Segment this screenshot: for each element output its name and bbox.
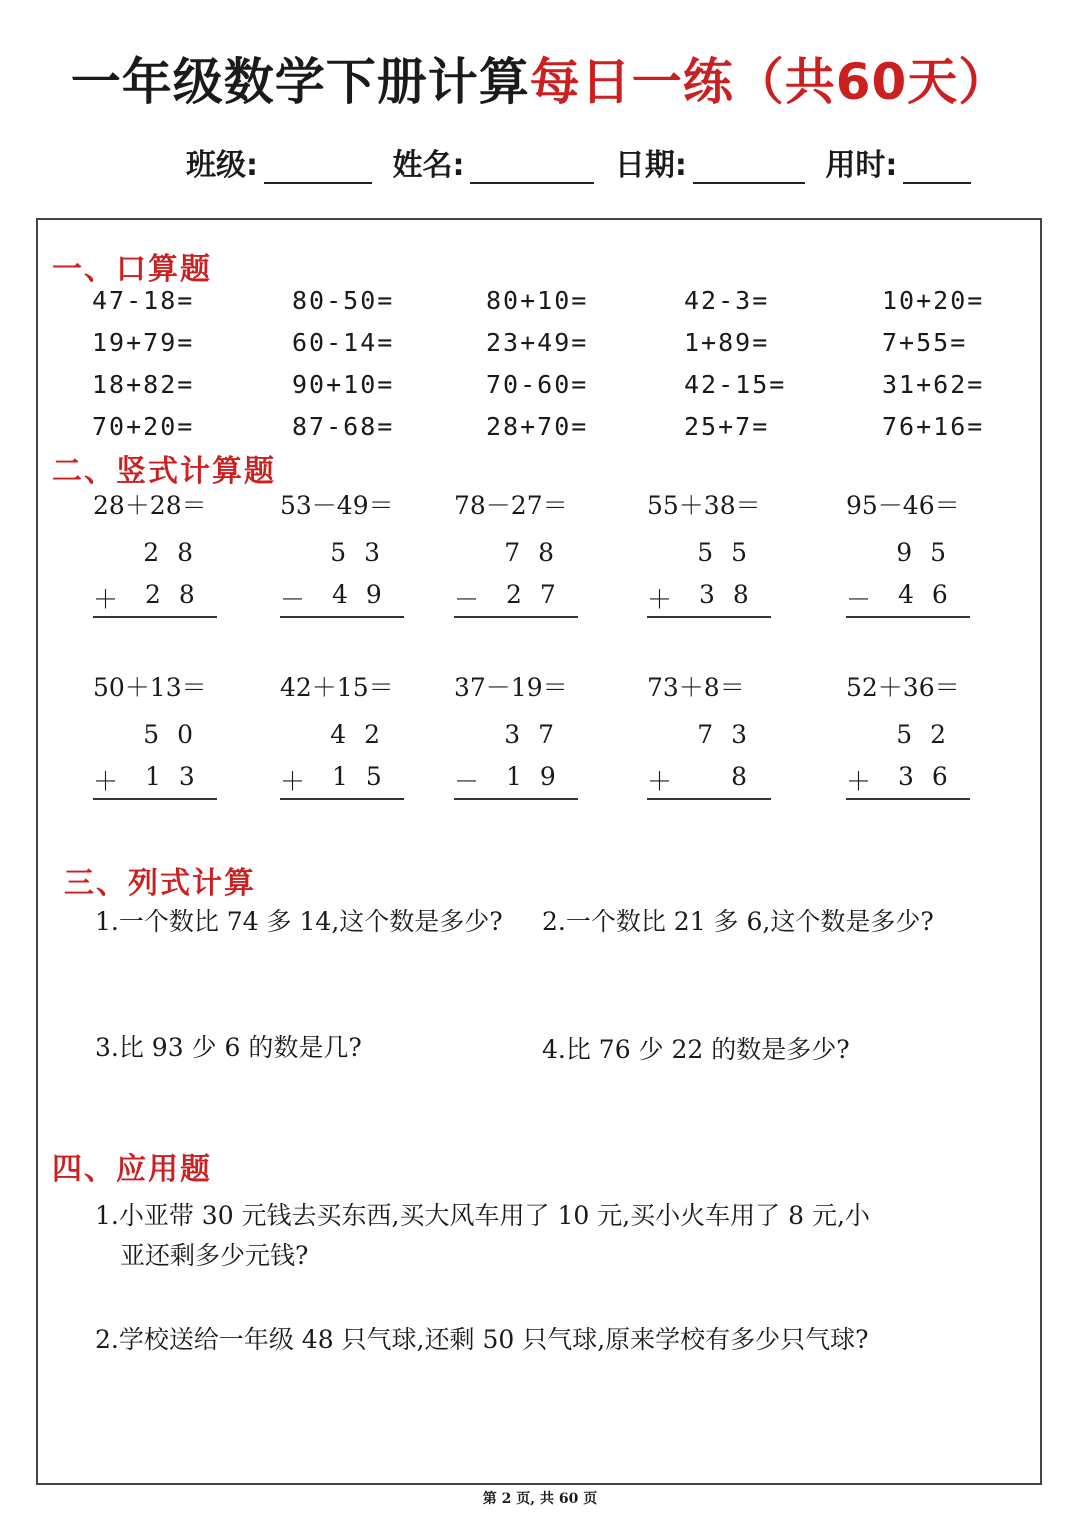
oral-problem: 19+79=: [92, 328, 195, 357]
word-problem-1-line2: 亚还剩多少元钱?: [120, 1241, 309, 1270]
vertical-underline: [647, 798, 771, 800]
vertical-equation: 37－19＝: [454, 673, 568, 702]
vertical-problem: [93, 668, 223, 818]
date-label: 日期:: [614, 148, 687, 183]
oral-problem: 10+20=: [882, 286, 985, 315]
student-info: [186, 140, 971, 184]
vertical-operator: ＋: [647, 767, 673, 796]
vertical-operator: －: [280, 585, 306, 614]
vertical-equation: 73＋8＝: [647, 673, 745, 702]
time-blank[interactable]: [903, 152, 971, 184]
vertical-problem: [280, 668, 410, 818]
section-oral-title: 一、口算题: [52, 252, 212, 287]
vertical-operator: －: [846, 585, 872, 614]
vertical-underline: [454, 798, 578, 800]
vertical-bottom-number: 36: [898, 762, 966, 791]
vertical-problem: [846, 486, 976, 636]
vertical-bottom-row: [647, 580, 767, 616]
vertical-bottom-number: 27: [506, 580, 574, 609]
vertical-operator: －: [454, 585, 480, 614]
equation-question-2: 2.一个数比 21 多 6,这个数是多少?: [542, 907, 934, 936]
section-vertical-title: 二、竖式计算题: [52, 454, 276, 489]
class-label: 班级:: [186, 148, 258, 183]
name-blank[interactable]: [470, 152, 594, 184]
vertical-equation: 95－46＝: [846, 491, 960, 520]
oral-problem: 80+10=: [486, 286, 589, 315]
vertical-bottom-number: 49: [332, 580, 400, 609]
vertical-bottom-number: 46: [898, 580, 966, 609]
vertical-top-number: 37: [504, 720, 572, 749]
vertical-bottom-number: 15: [332, 762, 400, 791]
vertical-underline: [647, 616, 771, 618]
oral-problem: 42-15=: [684, 370, 787, 399]
vertical-equation: 50＋13＝: [93, 673, 207, 702]
vertical-equation: 55＋38＝: [647, 491, 761, 520]
oral-problem: 1+89=: [684, 328, 770, 357]
vertical-top-number: 28: [143, 538, 211, 567]
vertical-underline: [454, 616, 578, 618]
name-label: 姓名:: [392, 148, 465, 183]
vertical-underline: [93, 616, 217, 618]
oral-problem: 90+10=: [292, 370, 395, 399]
vertical-bottom-number: 13: [145, 762, 213, 791]
equation-question-4: 4.比 76 少 22 的数是多少?: [542, 1035, 850, 1064]
time-label: 用时:: [825, 148, 898, 183]
vertical-problem: [454, 668, 584, 818]
page-footer: 第 2 页, 共 60 页: [482, 1491, 598, 1507]
vertical-operator: ＋: [280, 767, 306, 796]
vertical-problem: [454, 486, 584, 636]
vertical-operator: ＋: [846, 767, 872, 796]
oral-problem: 87-68=: [292, 412, 395, 441]
oral-problem: 70+20=: [92, 412, 195, 441]
oral-problem: 80-50=: [292, 286, 395, 315]
vertical-equation: 52＋36＝: [846, 673, 960, 702]
vertical-top-number: 78: [504, 538, 572, 567]
vertical-bottom-number: 38: [699, 580, 767, 609]
oral-problem: 25+7=: [684, 412, 770, 441]
oral-problem: 42-3=: [684, 286, 770, 315]
vertical-bottom-row: [846, 580, 966, 616]
vertical-bottom-row: [280, 762, 400, 798]
oral-problem: 23+49=: [486, 328, 589, 357]
vertical-problem: [647, 486, 777, 636]
vertical-equation: 42＋15＝: [280, 673, 394, 702]
vertical-bottom-row: [454, 580, 574, 616]
word-problem-2-line1: 2.学校送给一年级 48 只气球,还剩 50 只气球,原来学校有多少只气球?: [95, 1325, 869, 1354]
vertical-problem: [846, 668, 976, 818]
word-problem-1-line1: 1.小亚带 30 元钱去买东西,买大风车用了 10 元,买小火车用了 8 元,小: [95, 1201, 870, 1230]
title-black: 一年级数学下册计算: [70, 53, 530, 111]
vertical-top-number: 42: [330, 720, 398, 749]
vertical-operator: ＋: [93, 767, 119, 796]
vertical-bottom-number: 28: [145, 580, 213, 609]
vertical-problem: [647, 668, 777, 818]
vertical-underline: [846, 616, 970, 618]
vertical-underline: [280, 616, 404, 618]
vertical-top-number: 95: [896, 538, 964, 567]
vertical-equation: 53－49＝: [280, 491, 394, 520]
vertical-problem: [280, 486, 410, 636]
vertical-operator: ＋: [93, 585, 119, 614]
vertical-top-number: 50: [143, 720, 211, 749]
vertical-operator: －: [454, 767, 480, 796]
date-blank[interactable]: [693, 152, 805, 184]
oral-problem: 70-60=: [486, 370, 589, 399]
vertical-bottom-row: [454, 762, 574, 798]
oral-problem: 76+16=: [882, 412, 985, 441]
class-blank[interactable]: [264, 152, 372, 184]
oral-problem: 18+82=: [92, 370, 195, 399]
vertical-bottom-row: [280, 580, 400, 616]
oral-problem: 47-18=: [92, 286, 195, 315]
vertical-top-number: 73: [697, 720, 765, 749]
page-title: [0, 42, 1080, 114]
vertical-underline: [846, 798, 970, 800]
vertical-equation: 28＋28＝: [93, 491, 207, 520]
vertical-top-number: 52: [896, 720, 964, 749]
vertical-bottom-row: [647, 762, 765, 798]
equation-question-1: 1.一个数比 74 多 14,这个数是多少?: [95, 907, 503, 936]
vertical-underline: [93, 798, 217, 800]
title-red: 每日一练（共60天）: [529, 53, 1010, 111]
oral-problem: 28+70=: [486, 412, 589, 441]
oral-problem: 60-14=: [292, 328, 395, 357]
vertical-bottom-row: [846, 762, 966, 798]
vertical-underline: [280, 798, 404, 800]
vertical-top-number: 53: [330, 538, 398, 567]
oral-problem: 7+55=: [882, 328, 968, 357]
vertical-problem: [93, 486, 223, 636]
vertical-bottom-row: [93, 762, 213, 798]
vertical-equation: 78－27＝: [454, 491, 568, 520]
vertical-bottom-number: 19: [506, 762, 574, 791]
equation-question-3: 3.比 93 少 6 的数是几?: [95, 1033, 362, 1062]
worksheet-frame: [36, 218, 1042, 1485]
vertical-bottom-number: 8: [731, 762, 765, 791]
vertical-bottom-row: [93, 580, 213, 616]
section-word-title: 四、应用题: [52, 1152, 212, 1187]
vertical-operator: ＋: [647, 585, 673, 614]
section-equation-title: 三、列式计算: [64, 866, 256, 901]
vertical-top-number: 55: [697, 538, 765, 567]
oral-problem: 31+62=: [882, 370, 985, 399]
